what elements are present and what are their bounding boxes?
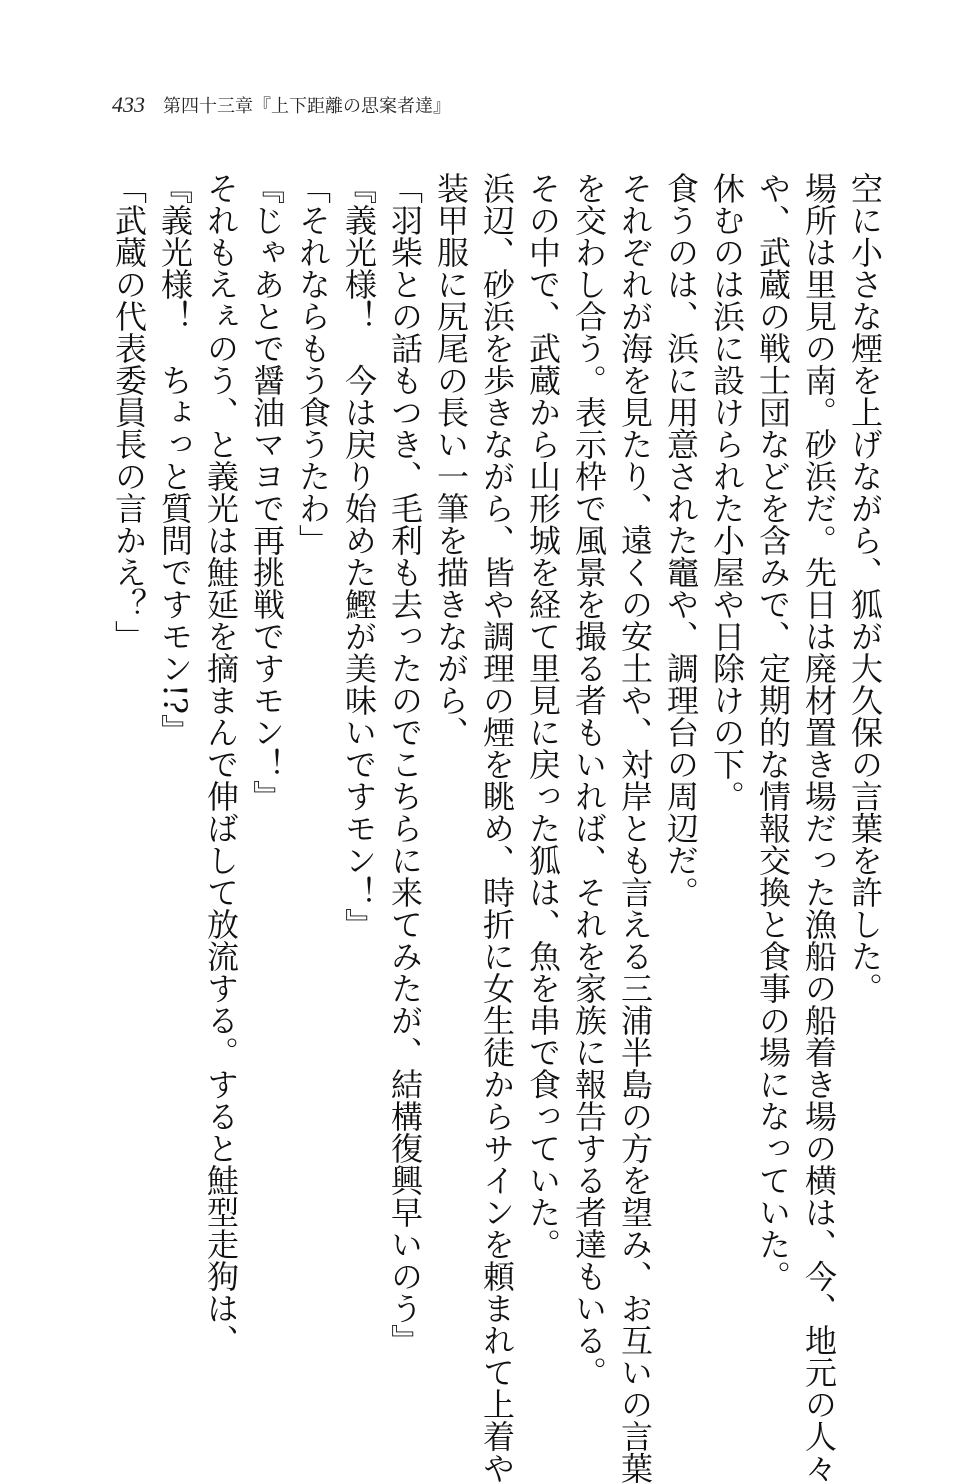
text-line: 『じゃあとで醤油マヨで再挑戦ですモン！』 [248,172,286,812]
text-line: それもえぇのう、と義光は鮭延を摘まんで伸ばして放流する。すると鮭型走狗は、 [202,172,240,1356]
text-line: 『義光様！ 今は戻り始めた鰹が美味いですモン！』 [340,172,378,940]
text-line: を交わし合う。表示枠で風景を撮る者もいれば、それを家族に報告する者達もいる。 [570,172,608,1388]
text-line: 「それならもう食うたわ」 [294,172,332,556]
chapter-title: 第四十三章『上下距離の思案者達』 [163,96,451,117]
text-line: それぞれが海を見たり、遠くの安土や、対岸とも言える三浦半島の方を望み、お互いの言葉 [616,172,654,1484]
text-line: 空に小さな煙を上げながら、狐が大久保の言葉を許した。 [846,172,884,1004]
text-line: 休むのは浜に設けられた小屋や日除けの下。 [708,172,746,812]
text-line: 「武蔵の代表委員長の言かえ？」 [110,172,148,652]
page-number: 433 [112,92,145,117]
text-line: 浜辺、砂浜を歩きながら、皆や調理の煙を眺め、時折に女生徒からサインを頼まれて上着や [478,172,516,1484]
text-line: その中で、武蔵から山形城を経て里見に戻った狐は、魚を串で食っていた。 [524,172,562,1260]
text-line: 『義光様！ ちょっと質問ですモン!?』 [156,172,194,747]
text-line: 装甲服に尻尾の長い一筆を描きながら、 [432,172,470,748]
text-line: 場所は里見の南。砂浜だ。先日は廃材置き場だった漁船の船着き場の横は、今、地元の人々 [800,172,838,1484]
text-line: や、武蔵の戦士団などを含みで、定期的な情報交換と食事の場になっていた。 [754,172,792,1292]
text-line: 「羽柴との話もつき、毛利も去ったのでこちらに来てみたが、結構復興早いのう』 [386,172,424,1356]
text-line: 食うのは、浜に用意された竈や、調理台の周辺だ。 [662,172,700,908]
vertical-body-text [106,172,888,1484]
running-header [112,92,451,122]
